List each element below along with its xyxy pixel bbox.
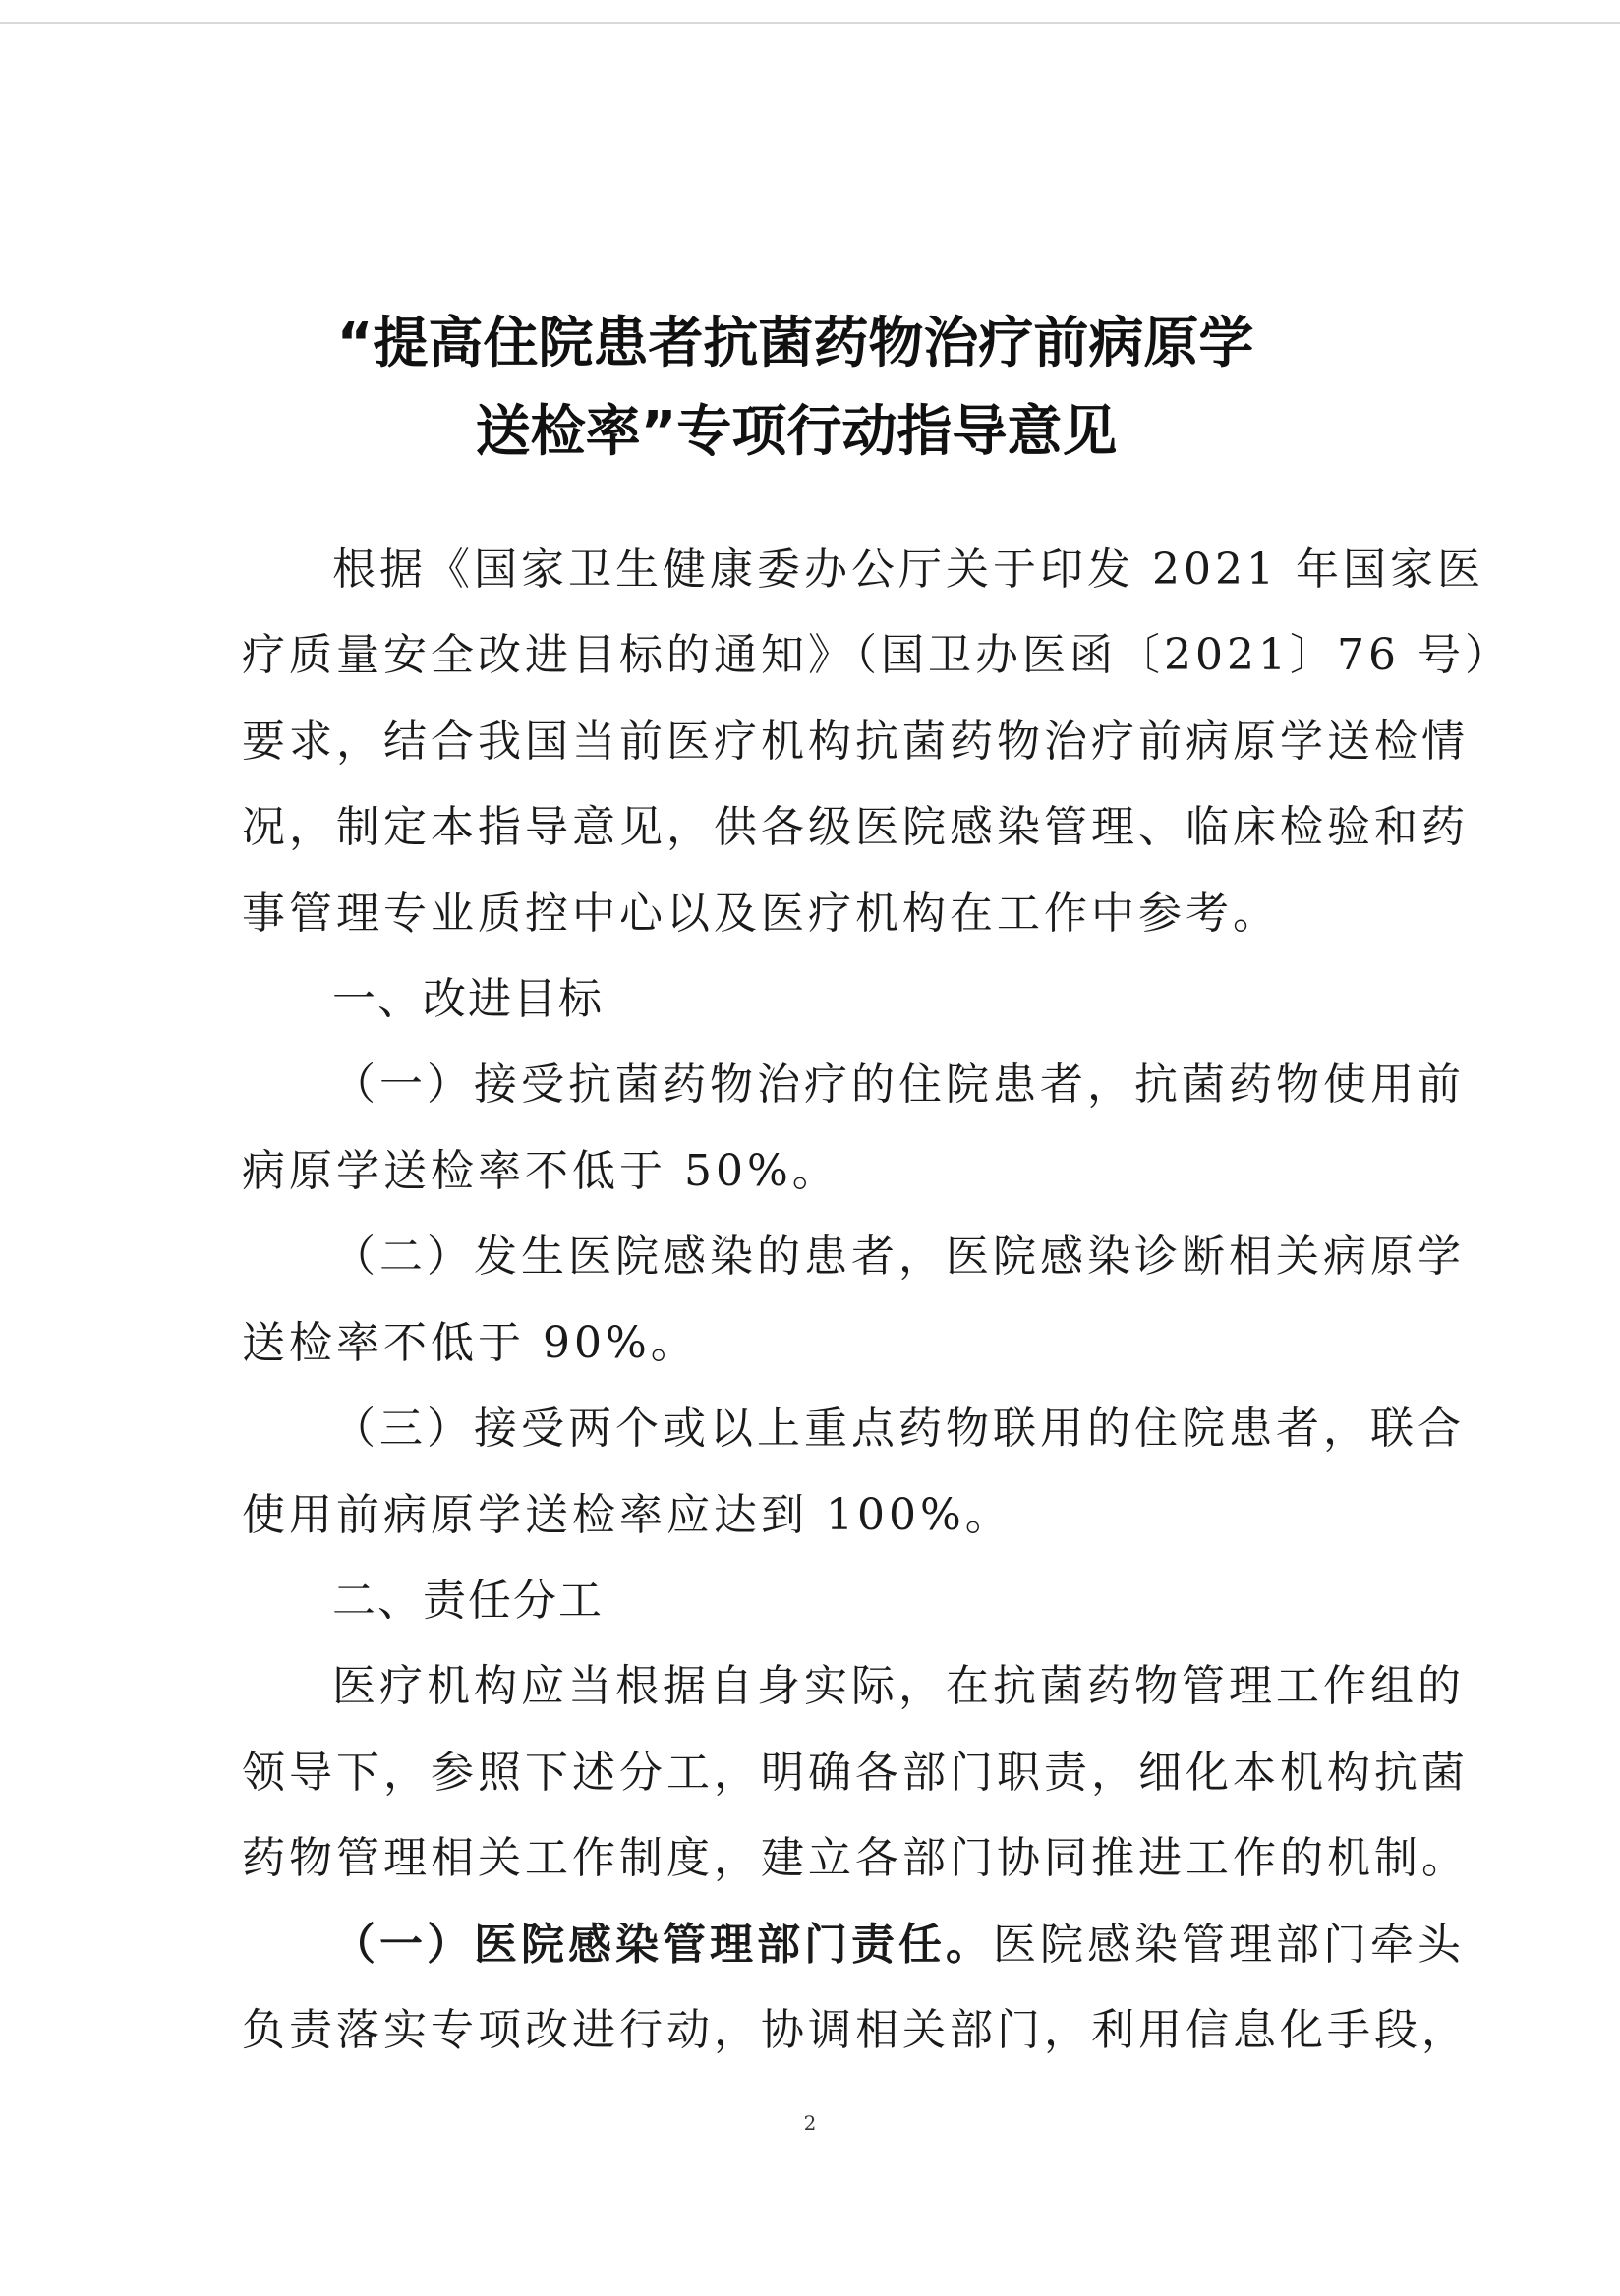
goal-1-line-1: （一）接受抗菌药物治疗的住院患者，抗菌药物使用前 [332,1060,1465,1110]
section-heading-responsibilities: 二、责任分工 [332,1576,604,1626]
intro-line-3: 要求，结合我国当前医疗机构抗菌药物治疗前病原学送检情 [242,717,1469,767]
intro-line-4: 况，制定本指导意见，供各级医院感染管理、临床检验和药 [242,802,1469,852]
duty-1-lead: （一）医院感染管理部门责任。 [332,1920,993,1970]
document-title-line-2: 送检率”专项行动指导意见 [475,400,1118,464]
page-number: 2 [803,2111,817,2135]
duty-1-line-2: 负责落实专项改进行动，协调相关部门，利用信息化手段， [242,2005,1469,2055]
goal-2-line-1: （二）发生医院感染的患者，医院感染诊断相关病原学 [332,1232,1465,1282]
goal-3-line-2: 使用前病原学送检率应达到 100%。 [242,1490,1012,1540]
duty-line-1: 医疗机构应当根据自身实际，在抗菌药物管理工作组的 [332,1661,1465,1711]
scan-top-edge [0,22,1620,24]
goal-2-line-2: 送检率不低于 90%。 [242,1318,698,1368]
goal-3-line-1: （三）接受两个或以上重点药物联用的住院患者，联合 [332,1404,1465,1454]
intro-line-2: 疗质量安全改进目标的通知》（国卫办医函〔2021〕76 号） [242,630,1512,680]
document-title-line-1: “提高住院患者抗菌药物治疗前病原学 [336,312,1254,375]
intro-line-1: 根据《国家卫生健康委办公厅关于印发 2021 年国家医 [332,545,1484,595]
duty-line-3: 药物管理相关工作制度，建立各部门协同推进工作的机制。 [242,1833,1469,1883]
duty-line-2: 领导下，参照下述分工，明确各部门职责，细化本机构抗菌 [242,1748,1469,1798]
intro-line-5: 事管理专业质控中心以及医疗机构在工作中参考。 [242,889,1280,939]
goal-1-line-2: 病原学送检率不低于 50%。 [242,1146,839,1196]
section-heading-goals: 一、改进目标 [332,974,604,1024]
duty-1-line-1 [332,1920,1465,1970]
duty-1-rest: 医院感染管理部门牵头 [993,1920,1465,1970]
